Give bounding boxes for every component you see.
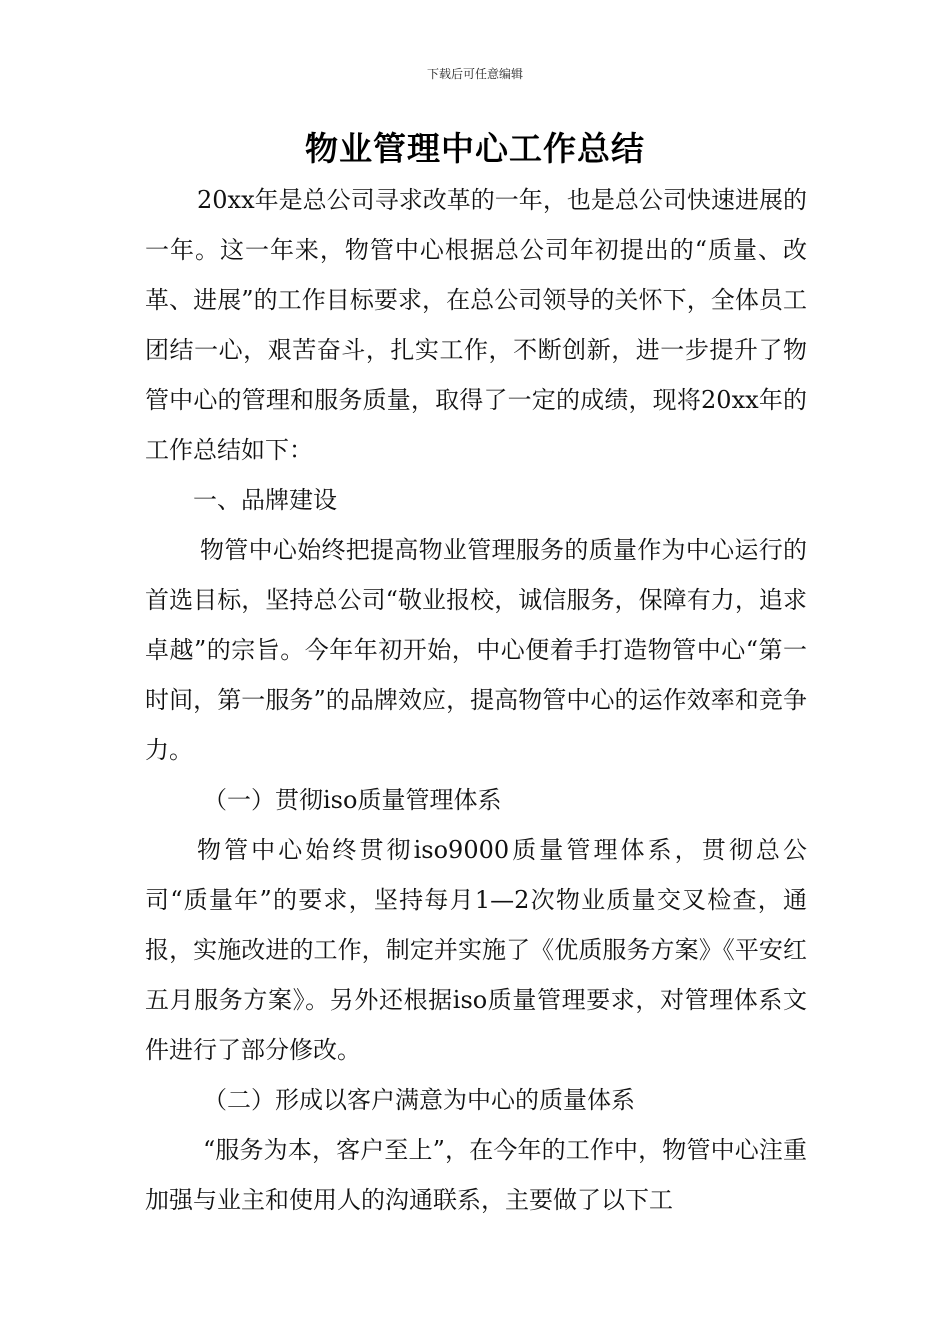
header-note: 下载后可任意编辑: [426, 67, 523, 81]
iso-paragraph: 物管中心始终贯彻iso9000质量管理体系，贯彻总公司“质量年”的要求，坚持每月1—2次物业质量交叉检查，通报，实施改进的工作，制定并实施了《优质服务方案》《平安红五月服务方案》。另外还根据iso质量管理要求，对管理体系文件进行了部分修改。: [145, 836, 807, 1064]
subsection-heading-iso: （一）贯彻iso质量管理体系: [203, 786, 502, 814]
subsection-heading-customer: （二）形成以客户满意为中心的质量体系: [203, 1086, 635, 1114]
intro-paragraph: 20xx年是总公司寻求改革的一年，也是总公司快速进展的一年。这一年来，物管中心根据总公司年初提出的“质量、改革、进展”的工作目标要求，在总公司领导的关怀下，全体员工团结一心，艰苦奋斗，扎实工作，不断创新，进一步提升了物管中心的管理和服务质量，取得了一定的成绩，现将20xx年的工作总结如下：: [145, 186, 807, 464]
brand-paragraph: 物管中心始终把提高物业管理服务的质量作为中心运行的首选目标，坚持总公司“敬业报校，诚信服务，保障有力，追求卓越”的宗旨。今年年初开始，中心便着手打造物管中心“第一时间，第一服务”的品牌效应，提高物管中心的运作效率和竞争力。: [145, 536, 807, 764]
customer-paragraph: “服务为本，客户至上”，在今年的工作中，物管中心注重加强与业主和使用人的沟通联系，主要做了以下工: [145, 1136, 807, 1214]
document-title: 物业管理中心工作总结: [305, 129, 645, 168]
document-body: [145, 175, 807, 1225]
section-heading-brand: 一、品牌建设: [193, 486, 337, 514]
